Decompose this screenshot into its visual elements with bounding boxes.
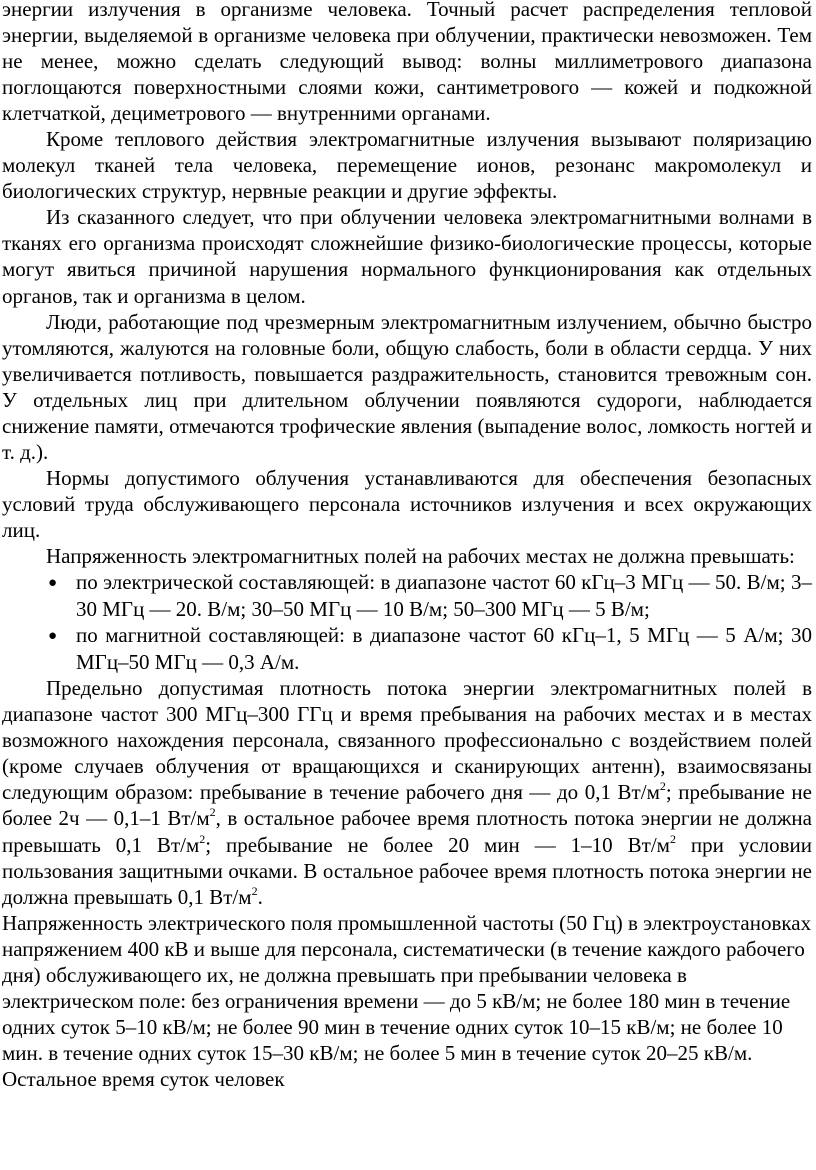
paragraph-biophysical-processes: Из сказанного следует, что при облучении человека электромагнитными волнами в тканях его организма происходят сложнейшие физико-биологические процессы, которые могут явиться причиной нарушения нормального функционирования как отдельных органов, так и организма в целом. bbox=[2, 205, 812, 308]
paragraph-symptoms: Люди, работающие под чрезмерным электромагнитным излучением, обычно быстро утомляются, жалуются на головные боли, общую слабость, боли в области сердца. У них увеличивается потливость, повышается раздражительность, становится тревожным сон. У отдельных лиц при длительном облучении появляются судороги, наблюдается снижение памяти, отмечаются трофические явления (выпадение волос, ломкость ногтей и т. д.). bbox=[2, 309, 812, 464]
paragraph-field-strength-intro: Напряженность электромагнитных полей на рабочих местах не должна превышать: bbox=[46, 543, 795, 568]
flux-text: ; пребывание не более 20 мин — 1–10 Вт/м bbox=[205, 832, 670, 857]
superscript: 2 bbox=[209, 805, 216, 820]
bullet-icon: ● bbox=[48, 575, 58, 592]
paragraph-heat-distribution: энергии излучения в организме человека. Точный расчет распределения тепловой энергии, выделяемой в организме человека при облучении, практически невозможен. Тем не менее, можно сделать следующий вывод: волны миллиметрового диапазона поглощаются поверхностными слоями кожи, сантиметрового — кожей и подкожной клетчаткой, дециметрового — внутренними органами. bbox=[2, 0, 812, 126]
paragraph-industrial-frequency: Напряженность электрического поля промышленной частоты (50 Гц) в электроустановках напряжением 400 кВ и выше для персонала, систематически (в течение каждого рабочего дня) обслуживающего их, не должна превышать при пребывании человека в электрическом поле: без ограничения времени — до 5 кВ/м; не более 180 мин в течение одних суток 5–10 кВ/м; не более 90 мин в течение одних суток 10–15 кВ/м; не более 10 мин. в течение одних суток 15–30 кВ/м; не более 5 мин в течение суток 20–25 кВ/м. Остальное время суток человек bbox=[2, 910, 812, 1091]
flux-text: при условии пользования защитными очками. В остальное рабочее время плотность потока энергии не должна превышать 0,1 Вт/м bbox=[2, 832, 813, 909]
superscript: 2 bbox=[659, 779, 666, 794]
superscript: 2 bbox=[199, 831, 206, 846]
paragraph-flux-density bbox=[2, 675, 812, 909]
bullet-icon: ● bbox=[48, 628, 58, 645]
paragraph-exposure-norms: Нормы допустимого облучения устанавливаются для обеспечения безопасных условий труда обслуживающего персонала источников излучения и всех окружающих лиц. bbox=[2, 465, 812, 542]
superscript: 2 bbox=[251, 883, 258, 898]
flux-text: Предельно допустимая плотность потока энергии электромагнитных полей в диапазоне частот 300 МГц–300 ГГц и время пребывания на рабочих местах и в местах возможного нахождения персонала, связанного профессионально с воздействием полей (кроме случаев облучения от вращающихся и сканирующих антенн), взаимосвязаны следующим образом: пребывание в течение рабочего дня — до 0,1 Вт/м bbox=[2, 676, 812, 805]
list-item bbox=[48, 622, 812, 675]
superscript: 2 bbox=[669, 831, 676, 846]
flux-text: ; пребывание не более 2ч — 0,1–1 Вт/м bbox=[2, 780, 812, 831]
magnetic-component-limits: по магнитной составляющей: в диапазоне частот 60 кГц–1, 5 МГц — 5 А/м; 30 МГц–50 МГц — 0,3 А/м. bbox=[76, 623, 812, 675]
paragraph-non-thermal-effects: Кроме теплового действия электромагнитные излучения вызывают поляризацию молекул тканей тела человека, перемещение ионов, резонанс макромолекул и биологических структур, нервные реакции и другие эффекты. bbox=[2, 127, 812, 204]
list-item bbox=[48, 569, 812, 622]
limits-list bbox=[2, 569, 812, 675]
electric-component-limits: по электрической составляющей: в диапазоне частот 60 кГц–3 МГц — 50. В/м; 3–30 МГц — 20. В/м; 30–50 МГц — 10 В/м; 50–300 МГц — 5 В/м; bbox=[76, 570, 812, 622]
flux-text: , в остальное рабочее время плотность потока энергии не должна превышать 0,1 Вт/м bbox=[2, 806, 812, 857]
flux-text: . bbox=[257, 884, 263, 909]
